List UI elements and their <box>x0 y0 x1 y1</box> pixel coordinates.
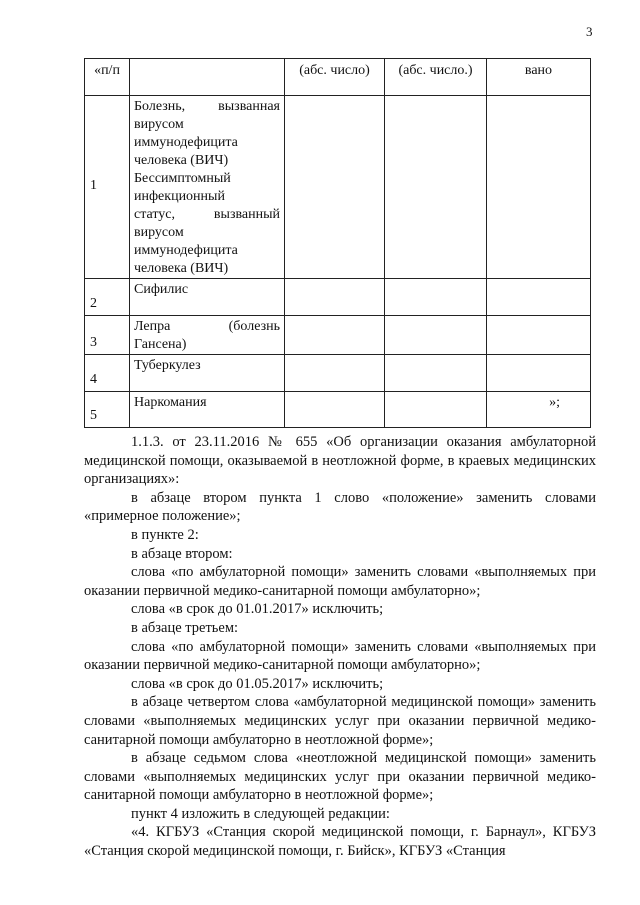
name-line: статус, вызванный <box>134 207 280 222</box>
disease-table <box>84 58 591 428</box>
paragraph: в абзаце втором: <box>131 545 233 562</box>
name-line: Сифилис <box>134 282 189 297</box>
header-cell-abs-count-2: (абс. число.) <box>385 59 487 96</box>
name-line: человека (ВИЧ) <box>134 261 229 276</box>
header-cell-name <box>130 59 285 96</box>
row-cell-empty <box>285 355 385 392</box>
header-cell-number: «п/п <box>85 59 130 96</box>
paragraph: в абзаце втором пункта 1 слово «положение» заменить словами «примерное положение»; <box>84 489 596 525</box>
row-cell-empty <box>487 96 591 279</box>
row-number: 3 <box>85 316 130 355</box>
name-line: иммунодефицита <box>134 243 238 258</box>
paragraph: 1.1.3. от 23.11.2016 № 655 «Об организации оказания амбулаторной медицинской помощи, оказываемой в неотложной форме, в краевых медицинских организациях»: <box>84 434 596 488</box>
header-cell-abs-count-1: (абс. число) <box>285 59 385 96</box>
row-cell-empty <box>385 279 487 316</box>
paragraph: слова «по амбулаторной помощи» заменить словами «выполняемых при оказании первичной медико-санитарной помощи амбулаторно»; <box>84 638 596 674</box>
paragraph: в абзаце четвертом слова «амбулаторной медицинской помощи» заменить словами «выполняемых медицинских услуг при оказании первичной медико-санитарной помощи амбулаторно в неотложной форме»; <box>84 694 596 748</box>
name-line: Туберкулез <box>134 358 201 373</box>
page-number: 3 <box>586 24 593 39</box>
paragraph: в пункте 2: <box>131 526 199 543</box>
body-text <box>84 433 596 861</box>
paragraph: «4. КГБУЗ «Станция скорой медицинской помощи, г. Барнаул», КГБУЗ «Станция скорой медицинской помощи, г. Бийск», КГБУЗ «Станция <box>84 824 596 860</box>
row-number: 4 <box>85 355 130 392</box>
row-disease-name <box>130 279 285 316</box>
name-line: вирусом <box>134 225 184 240</box>
table-row <box>85 392 591 428</box>
name-line: инфекционный <box>134 189 225 204</box>
name-line: Бессимптомный <box>134 171 231 186</box>
row-cell-empty <box>285 316 385 355</box>
table-row <box>85 355 591 392</box>
row-cell-empty <box>285 392 385 428</box>
table-row <box>85 316 591 355</box>
row-cell-empty <box>285 279 385 316</box>
row-cell-empty <box>487 316 591 355</box>
table-header-row <box>85 59 591 96</box>
paragraph: в абзаце третьем: <box>131 619 239 636</box>
name-line: вирусом <box>134 117 184 132</box>
paragraph: пункт 4 изложить в следующей редакции: <box>131 805 390 822</box>
name-line: Болезнь, вызванная <box>134 99 280 114</box>
name-line: иммунодефицита <box>134 135 238 150</box>
name-line: Лепра (болезнь <box>134 319 280 334</box>
row-cell-empty <box>385 392 487 428</box>
name-line: человека (ВИЧ) <box>134 153 229 168</box>
table-row <box>85 279 591 316</box>
row-cell-empty <box>385 355 487 392</box>
paragraph: в абзаце седьмом слова «неотложной медицинской помощи» заменить словами «выполняемых медицинских услуг при оказании первичной медико-санитарной помощи амбулаторно в неотложной форме»; <box>84 750 596 804</box>
paragraph: слова «в срок до 01.05.2017» исключить; <box>131 675 384 692</box>
row-number: 5 <box>85 392 130 428</box>
row-cell-empty <box>385 96 487 279</box>
name-line: Наркомания <box>134 395 207 410</box>
paragraph: слова «в срок до 01.01.2017» исключить; <box>131 601 384 618</box>
row-number: 1 <box>85 96 130 279</box>
table-row <box>85 96 591 279</box>
name-line: Гансена) <box>134 337 187 352</box>
row-disease-name <box>130 355 285 392</box>
row-disease-name <box>130 96 285 279</box>
row-disease-name <box>130 392 285 428</box>
row-cell-empty <box>285 96 385 279</box>
row-disease-name <box>130 316 285 355</box>
header-cell-last: вано <box>487 59 591 96</box>
row-cell-empty <box>487 279 591 316</box>
row-cell-empty <box>385 316 487 355</box>
row-cell-empty <box>487 355 591 392</box>
paragraph: слова «по амбулаторной помощи» заменить словами «выполняемых при оказании первичной медико-санитарной помощи амбулаторно»; <box>84 564 596 599</box>
row-number: 2 <box>85 279 130 316</box>
row-closing-quote: »; <box>487 392 591 428</box>
